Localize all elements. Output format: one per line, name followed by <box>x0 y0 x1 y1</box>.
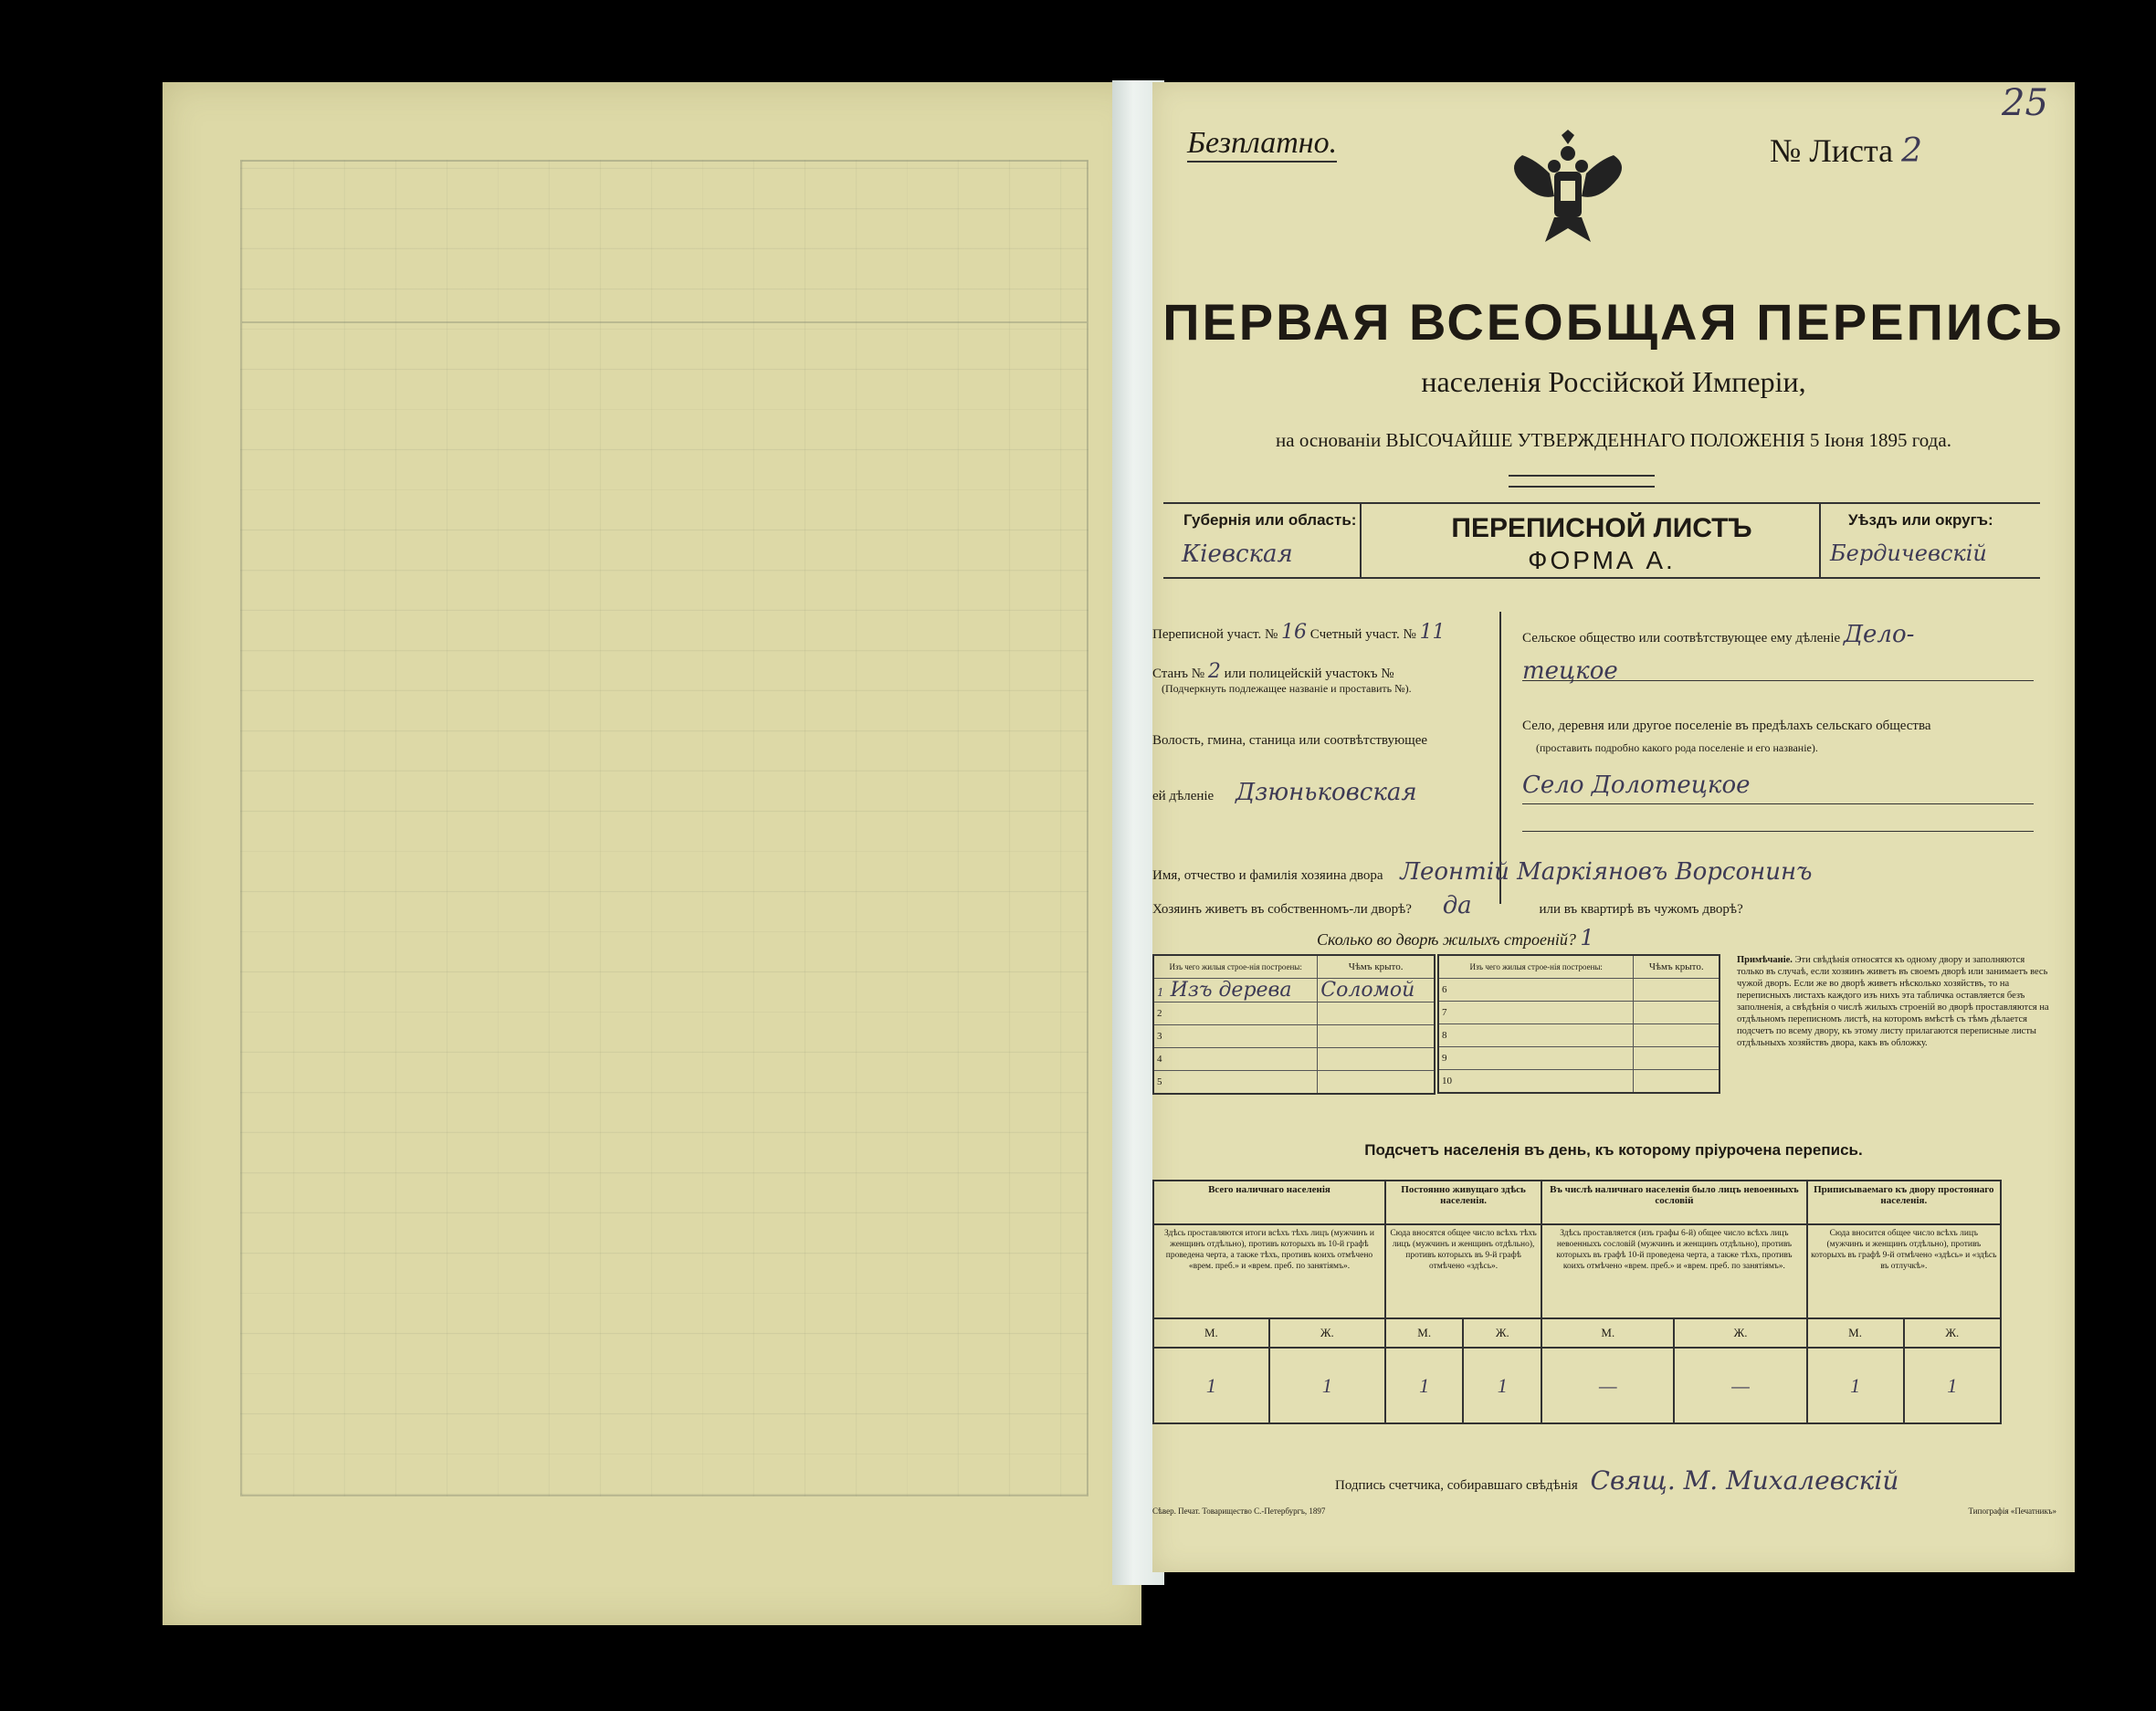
owner-name-field: Имя, отчество и фамилія хозяина двора Леонтій Маркіяновъ Ворсонинъ <box>1152 858 1813 886</box>
table-row: 3 <box>1153 1025 1435 1048</box>
selo-value: Село Долотецкое <box>1522 772 1751 799</box>
selo-line <box>1522 803 2034 804</box>
volost-field: ей дѣленіе Дзюньковская <box>1152 779 1417 806</box>
summary-table <box>1152 1180 2002 1424</box>
imperial-eagle-icon <box>1499 128 1636 256</box>
note-label: Примѣчаніе. <box>1737 955 1793 965</box>
left-page-blank <box>163 82 1141 1625</box>
signature-field: Подпись счетчика, собиравшаго свѣдѣнія Свящ. М. Михалевскій <box>1335 1465 1899 1496</box>
census-title: ПЕРВАЯ ВСЕОБЩАЯ ПЕРЕПИСЬ <box>1162 293 2065 351</box>
table-row: 4 <box>1153 1048 1435 1071</box>
note-text: Эти свѣдѣнія относятся къ одному двору и заполняются только въ случаѣ, если хозяинъ живетъ въ своемъ дворѣ или занимаетъ весь чужой дворъ. Если же во дворѣ живетъ нѣсколько хозяйствъ, то на переписныхъ листахъ каждого изъ нихъ эта табличка оставляется безъ заполненія, а свѣдѣнія о числѣ жилыхъ строеній во дворѣ проставляются на отдѣльномъ переписномъ листѣ, на которомъ вмѣстѣ съ тѣмъ дѣлается подсчетъ по всему двору, къ этому листу прилагаются переписные листы отдѣльныхъ хозяйствъ двора, какъ въ обложку. <box>1737 955 2049 1048</box>
summary-values: 1 1 1 1 — — 1 1 <box>1153 1348 2001 1423</box>
uezd-box <box>1819 504 2040 577</box>
table-row: 5 <box>1153 1071 1435 1095</box>
left-page-header-band <box>242 162 1087 323</box>
buildings-table-right <box>1437 954 1720 1094</box>
owner-residence-field: Хозяинъ живетъ въ собственномъ-ли дворѣ? да или въ квартирѣ въ чужомъ дворѣ? <box>1152 892 1743 919</box>
table-row: 6 <box>1438 979 1720 1002</box>
summary-mf-header: М. Ж. М. Ж. М. Ж. М. Ж. <box>1153 1318 2001 1348</box>
table-row: 8 <box>1438 1024 1720 1047</box>
form-subtitle: ФОРМА А. <box>1528 546 1676 574</box>
selo-note: (проставить подробно какого рода поселеніе и его названіе). <box>1536 741 1818 754</box>
buildings-table-header: Изъ чего жилыя строе-нія построены: Чѣмъ крыто. <box>1153 955 1435 979</box>
buildings-table-header: Изъ чего жилыя строе-нія построены: Чѣмъ крыто. <box>1438 955 1720 979</box>
table-row: 1 Изъ дерева Соломой <box>1153 979 1435 1002</box>
obshchestvo-field: Сельское общество или соотвѣтствующее ему дѣленіе Дело- <box>1522 621 1915 648</box>
gubernia-label: Губернія или область: <box>1183 511 1357 529</box>
signature-value: Свящ. М. Михалевскій <box>1590 1465 1899 1496</box>
table-row: 9 <box>1438 1047 1720 1070</box>
census-form-page <box>1152 82 2075 1572</box>
obshchestvo-line <box>1522 680 2034 681</box>
buildings-table-left <box>1152 954 1436 1095</box>
selo-label: Село, деревня или другое поселеніе въ предѣлахъ сельскаго общества <box>1522 719 1931 733</box>
census-subtitle: населенія Россійской Имперіи, <box>1421 365 1806 398</box>
free-label: Безплатно. <box>1187 126 1337 163</box>
summary-titles: Всего наличнаго населенія Постоянно живущаго здѣсь населенія. Въ числѣ наличнаго населенія было лицъ невоенныхъ сословій Приписываемаго къ двору простоянаго населенія. <box>1153 1181 2001 1224</box>
uezd-value: Бердичевскій <box>1830 541 1987 566</box>
sheet-number: № Листа 2 <box>1770 132 1923 170</box>
summary-heading: Подсчетъ населенія въ день, къ которому пріурочена перепись. <box>1364 1141 1863 1159</box>
selo-line-2 <box>1522 831 2034 832</box>
table-row: 2 <box>1153 1002 1435 1025</box>
obshchestvo-value-cont: тецкое <box>1522 657 1618 685</box>
note-block <box>1737 954 2052 1049</box>
left-page-faint-grid <box>240 160 1089 1496</box>
summary-descriptions: Здѣсь проставляются итоги всѣхъ тѣхъ лицъ (мужчинъ и женщинъ отдѣльно), противъ которыхъ въ 10-й графѣ проведена черта, а также тѣхъ, противъ коихъ отмѣчено «врем. преб.» и «врем. преб. по занятіямъ». Сюда вносятся общее число всѣхъ тѣхъ лицъ (мужчинъ и женщинъ отдѣльно), противъ которыхъ въ 9-й графѣ отмѣчено «здѣсь». Здѣсь проставляется (изъ графы 6-й) общее число всѣхъ лицъ невоенныхъ сословій (мужчинъ и женщинъ отдѣльно), противъ которыхъ въ графѣ 10-й проведена черта, а также тѣхъ, противъ коихъ отмѣчено «врем. преб.» и «врем. преб. по занятіямъ». Сюда вносится общее число всѣхъ лицъ (мужчинъ и женщинъ отдѣльно), противъ которыхъ въ графѣ 9-й отмѣчено «здѣсь» и «здѣсь въ отлучкѣ». <box>1153 1224 2001 1318</box>
gubernia-value: Кіевская <box>1182 541 1293 568</box>
census-basis: на основаніи ВЫСОЧАЙШЕ УТВЕРЖДЕННАГО ПОЛОЖЕНІЯ 5 Іюня 1895 года. <box>1276 429 1951 451</box>
table-row: 10 <box>1438 1070 1720 1094</box>
volost-label: Волость, гмина, станица или соотвѣтствующее <box>1152 733 1428 748</box>
form-header-row <box>1163 502 2040 579</box>
footer-imprint-right: Типографія «Печатникъ» <box>1968 1506 2056 1516</box>
footer-imprint-left: Сѣвер. Печат. Товарищество С.-Петербургъ, 1897 <box>1152 1506 1326 1516</box>
perepis-uchastok: Переписной участ. № 16 Счетный участ. № 11 <box>1152 621 1446 644</box>
uezd-label: Уѣздъ или округъ: <box>1848 511 1993 529</box>
sheet-number-value: 2 <box>1901 132 1923 170</box>
table-row: 7 <box>1438 1002 1720 1024</box>
stan-field: Станъ № 2 или полицейскій участокъ № <box>1152 660 1394 683</box>
buildings-count-field: Сколько во дворѣ жилыхъ строеній? 1 <box>1317 925 1594 950</box>
form-title: ПЕРЕПИСНОЙ ЛИСТЪ <box>1451 513 1752 543</box>
stan-note: (Подчеркнуть подлежащее названіе и проставить №). <box>1162 682 1412 695</box>
archive-page-number: 25 <box>2002 82 2048 124</box>
ornament-divider <box>1509 475 1655 488</box>
